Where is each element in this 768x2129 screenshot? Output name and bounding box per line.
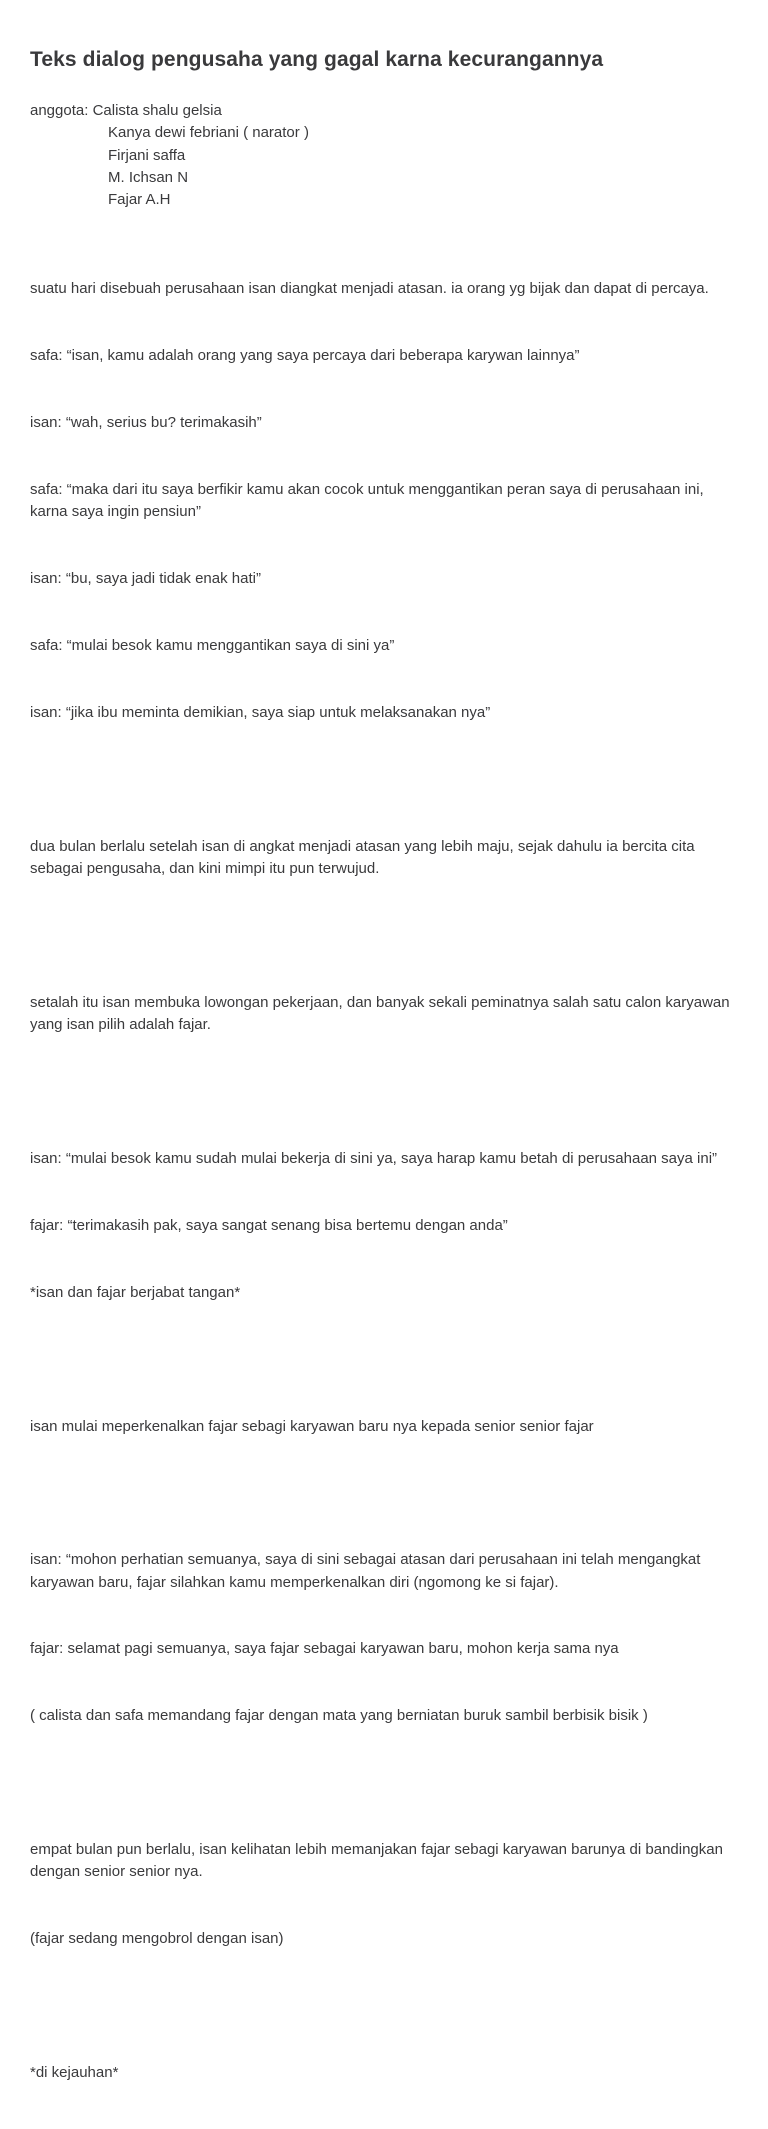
dialog-line: fajar: “terimakasih pak, saya sangat senang bisa bertemu dengan anda”: [30, 1216, 508, 1234]
member-item: Firjani saffa: [108, 146, 186, 164]
dialog-line: isan: “bu, saya jadi tidak enak hati”: [30, 570, 261, 588]
narration-line: empat bulan pun berlalu, isan kelihatan lebih memanjakan fajar sebagi karyawan barunya di bandingkan dengan senior senior nya.: [30, 1841, 728, 1881]
narration-line: dua bulan berlalu setelah isan di angkat menjadi atasan yang lebih maju, sejak dahulu ia bercita cita sebagai pengusaha, dan kini mimpi itu pun terwujud.: [30, 837, 699, 878]
dialog-line: isan: “mohon perhatian semuanya, saya di sini sebagai atasan dari perusahaan ini telah mengangkat karyawan baru, fajar silahkan kamu memperkenalkan diri (ngomong ke si fajar).: [30, 1551, 705, 1591]
dialog-line: isan: “mulai besok kamu sudah mulai bekerja di sini ya, saya harap kamu betah di perusahaan saya ini”: [30, 1149, 718, 1167]
paragraph-opening-dialog: [30, 234, 740, 769]
dialog-line: safa: “maka dari itu saya berfikir kamu akan cocok untuk menggantikan peran saya di perusahaan ini, karna saya ingin pensiun”: [30, 481, 708, 521]
members-first-line: [30, 100, 740, 122]
paragraph-two-months: [30, 791, 740, 925]
members-list: [30, 100, 740, 211]
narration-line: isan mulai meperkenalkan fajar sebagi karyawan baru nya kepada senior senior fajar: [30, 1417, 594, 1435]
member-item: Fajar A.H: [108, 191, 171, 209]
narration-line: *di kejauhan*: [30, 2064, 119, 2082]
narration-line: (fajar sedang mengobrol dengan isan): [30, 1930, 284, 1948]
narration-line: setalah itu isan membuka lowongan pekerjaan, dan banyak sekali peminatnya salah satu calon karyawan yang isan pilih adalah fajar.: [30, 993, 734, 1034]
document-title: Teks dialog pengusaha yang gagal karna kecurangannya: [30, 48, 604, 71]
dialog-line: safa: “isan, kamu adalah orang yang saya percaya dari beberapa karywan lainnya”: [30, 347, 580, 365]
dialog-line: ( calista dan safa memandang fajar dengan mata yang berniatan buruk sambil berbisik bisik ): [30, 1707, 648, 1725]
dialog-line: isan: “jika ibu meminta demikian, saya siap untuk melaksanakan nya”: [30, 704, 491, 722]
member-item: M. Ichsan N: [108, 168, 189, 186]
paragraph-introduction-dialog: [30, 1505, 740, 1773]
member-item: Calista shalu gelsia: [92, 102, 222, 119]
members-label: anggota:: [30, 102, 89, 119]
dialog-line: safa: “mulai besok kamu menggantikan saya di sini ya”: [30, 637, 395, 655]
dialog-line: *isan dan fajar berjabat tangan*: [30, 1283, 241, 1301]
paragraph-four-months: [30, 1795, 740, 1996]
dialog-line: suatu hari disebuah perusahaan isan diangkat menjadi atasan. ia orang yg bijak dan dapat di percaya.: [30, 280, 709, 298]
dialog-line: fajar: selamat pagi semuanya, saya fajar sebagai karyawan baru, mohon kerja sama nya: [30, 1640, 619, 1658]
member-item: Kanya dewi febriani ( narator ): [108, 124, 309, 142]
dialog-line: isan: “wah, serius bu? terimakasih”: [30, 414, 262, 432]
paragraph-hiring-dialog: [30, 1103, 740, 1348]
paragraph-introduction: [30, 1371, 740, 1482]
paragraph-in-the-distance: [30, 2018, 740, 2129]
paragraph-job-opening: [30, 947, 740, 1081]
